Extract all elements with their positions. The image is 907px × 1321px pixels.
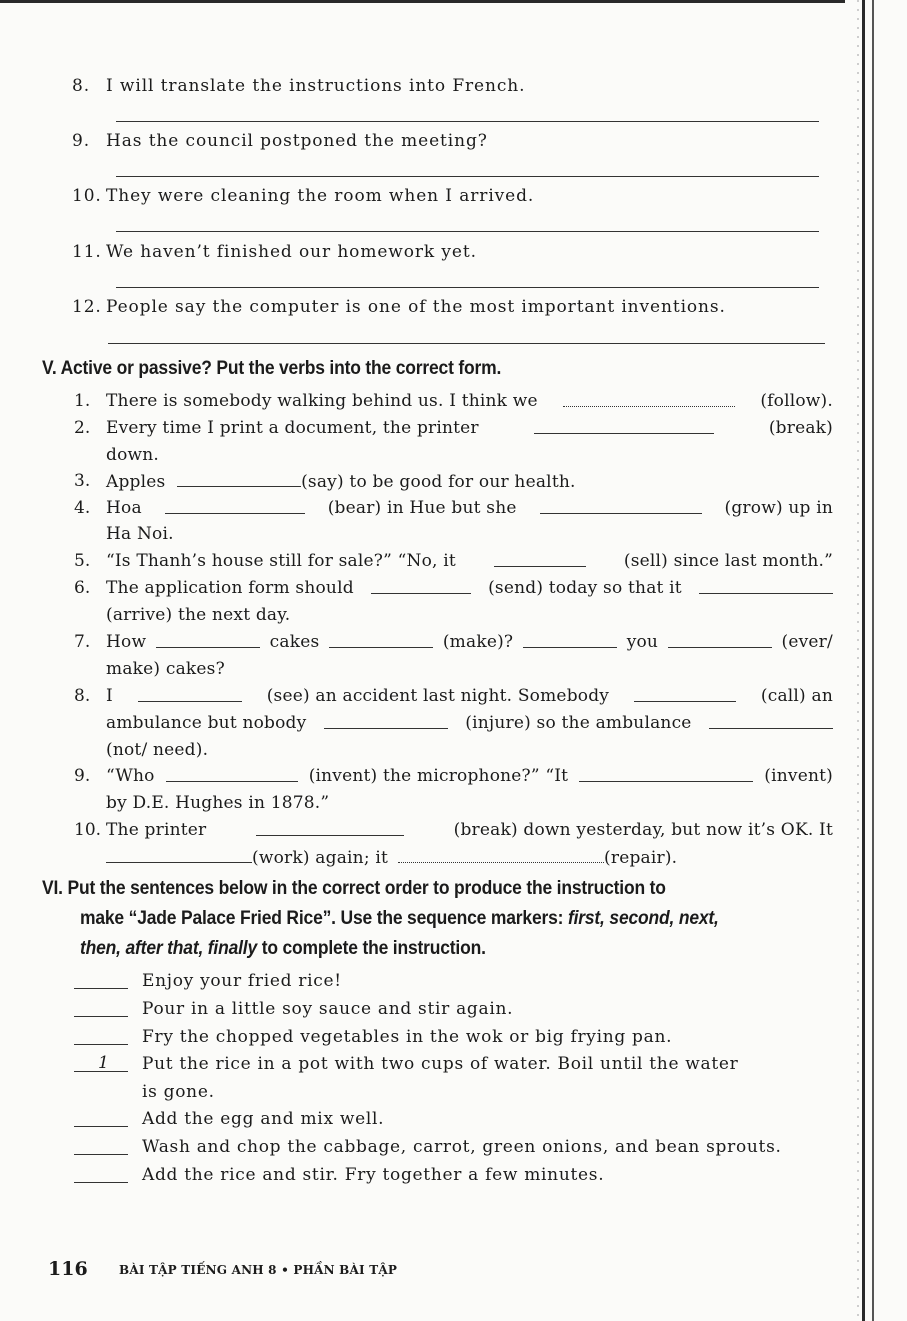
- section-v-item-3: Apples (say) to be good for our health.: [106, 472, 576, 492]
- item-number: 5.: [74, 551, 91, 571]
- section-v-item-4: Hoa (bear) in Hue but she (grow) up in: [106, 498, 833, 518]
- blank-field[interactable]: [668, 632, 772, 648]
- answer-line[interactable]: [116, 121, 819, 122]
- section-v-item-9: “Who (invent) the microphone?” “It (invent): [106, 766, 833, 786]
- section-vi-heading-line-3: then, after that, finally to complete the instruction.: [80, 938, 486, 959]
- item-number: 2.: [74, 418, 91, 438]
- blank-field[interactable]: [534, 418, 714, 434]
- section-v-heading: V. Active or passive? Put the verbs into the correct form.: [42, 358, 502, 379]
- order-slot[interactable]: [74, 988, 128, 989]
- section-vi-heading-line-2: make “Jade Palace Fried Rice”. Use the sequence markers: first, second, next,: [80, 908, 719, 929]
- order-slot[interactable]: [74, 1044, 128, 1045]
- item-number: 3.: [74, 471, 91, 491]
- page-edge-line-2: [872, 0, 874, 1321]
- blank-field[interactable]: [156, 632, 260, 648]
- section-v-item-10-cont: (work) again; it (repair).: [106, 847, 833, 868]
- order-slot[interactable]: [74, 1016, 128, 1017]
- answer-line[interactable]: [108, 343, 825, 344]
- item-number: 7.: [74, 632, 91, 652]
- item-number: 10.: [74, 820, 102, 840]
- section-v-item-7: How cakes (make)? you (ever/: [106, 632, 833, 652]
- blank-field[interactable]: [324, 713, 448, 729]
- blank-field[interactable]: [563, 391, 735, 407]
- section-v-item-8-cont: ambulance but nobody (injure) so the ambulance: [106, 713, 833, 733]
- page-edge-line: [862, 0, 865, 1321]
- book-title: BÀI TẬP TIẾNG ANH 8 • PHẦN BÀI TẬP: [119, 1263, 398, 1277]
- section-v-item-10: The printer (break) down yesterday, but now it’s OK. It: [106, 820, 833, 840]
- order-slot[interactable]: [74, 1126, 128, 1127]
- item-number: 1.: [74, 391, 91, 411]
- blank-field[interactable]: [540, 498, 702, 514]
- blank-field[interactable]: [494, 551, 586, 567]
- blank-field[interactable]: [371, 578, 471, 594]
- blank-field[interactable]: [398, 847, 604, 863]
- item-number: 4.: [74, 498, 91, 518]
- item-number: 8.: [74, 686, 91, 706]
- blank-field[interactable]: [699, 578, 833, 594]
- answer-line[interactable]: [116, 231, 819, 232]
- blank-field[interactable]: [177, 471, 301, 487]
- blank-field[interactable]: [106, 847, 252, 863]
- item-number: 9.: [74, 766, 91, 786]
- answer-line[interactable]: [116, 176, 819, 177]
- item-number: 6.: [74, 578, 91, 598]
- order-slot[interactable]: [74, 1154, 128, 1155]
- blank-field[interactable]: [256, 820, 404, 836]
- section-v-item-1: There is somebody walking behind us. I think we (follow).: [106, 391, 833, 411]
- blank-field[interactable]: [634, 686, 736, 702]
- section-v-item-2: Every time I print a document, the printer (break): [106, 418, 833, 438]
- blank-field[interactable]: [166, 766, 298, 782]
- section-v-item-8: I (see) an accident last night. Somebody (call) an: [106, 686, 833, 706]
- top-border: [0, 0, 845, 3]
- section-v-item-5: “Is Thanh’s house still for sale?” “No, it (sell) since last month.”: [106, 551, 833, 571]
- answer-line[interactable]: [116, 287, 819, 288]
- blank-field[interactable]: [138, 686, 242, 702]
- section-v-item-6: The application form should (send) today so that it: [106, 578, 833, 598]
- order-slot[interactable]: [74, 1182, 128, 1183]
- blank-field[interactable]: [523, 632, 617, 648]
- blank-field[interactable]: [579, 766, 753, 782]
- page-number: 116: [48, 1258, 88, 1280]
- page-footer: [48, 1258, 398, 1280]
- blank-field[interactable]: [165, 498, 305, 514]
- blank-field[interactable]: [329, 632, 433, 648]
- blank-field[interactable]: [709, 713, 833, 729]
- scan-edge-dots: [857, 0, 859, 1321]
- order-slot-number: 1: [98, 1053, 110, 1073]
- section-vi-heading: VI. Put the sentences below in the correct order to produce the instruction to: [42, 878, 666, 899]
